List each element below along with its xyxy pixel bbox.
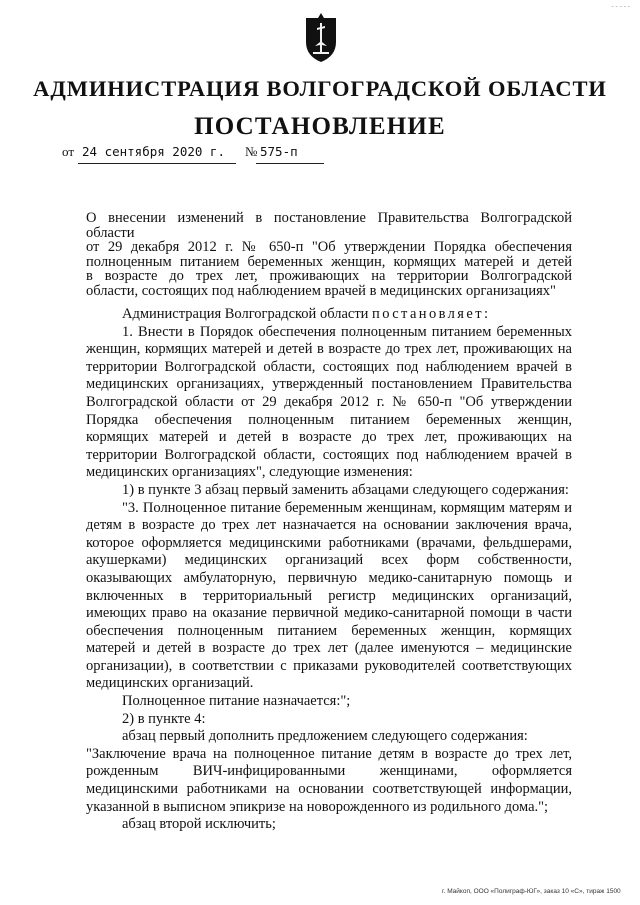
subject-line: от 29 декабря 2012 г. № 650-п "Об утверждении Порядка обеспечения xyxy=(86,239,572,256)
document-date xyxy=(82,144,225,160)
quoted-clause-3-end: Полноценное питание назначается:"; xyxy=(122,693,351,710)
document-number xyxy=(260,144,298,160)
date-underline xyxy=(78,162,236,164)
subitem-2-first-clause: абзац первый дополнить предложением следующего содержания: xyxy=(122,728,528,745)
subject-line: области, состоящих под наблюдением врачей в медицинских организациях" xyxy=(86,282,556,299)
subject-line: полноценным питанием беременных женщин, кормящих матерей и детей xyxy=(86,253,572,270)
number-underline xyxy=(256,162,324,164)
volgograd-coat-of-arms-icon xyxy=(303,12,339,64)
subitem-1-paragraph: 1) в пункте 3 абзац первый заменить абзацами следующего содержания: xyxy=(122,481,569,498)
corner-mark: - - - - - xyxy=(611,2,630,10)
intro-decree: постановляет: xyxy=(372,306,491,322)
item-1-paragraph: 1. Внести в Порядок обеспечения полноценным питанием беременных женщин, кормящих матерей и детей в возрасте до трех лет, проживающих на территории Волгоградской области, состоящих под наблюдением врачей в медицинских организациях, утвержденный постановлением Правительства Волгоградской области от 29 декабря 2012 г. № 650-п "Об утверждении Порядка обеспечения полноценным питанием беременных женщин, кормящих матерей и детей в возрасте до трех лет, проживающих на территории Волгоградской области, состоящих под наблюдением врачей в медицинских организациях", следующие изменения: xyxy=(86,323,572,481)
print-footer: г. Майкоп, ООО «Полиграф-ЮГ», заказ 10 «С», тираж 1500 xyxy=(442,888,621,895)
number-prefix: № xyxy=(245,144,258,159)
intro-prefix: Администрация Волгоградской области xyxy=(122,306,369,322)
subitem-2-second-clause: абзац второй исключить; xyxy=(122,816,276,833)
subitem-2-paragraph: 2) в пункте 4: xyxy=(122,710,206,727)
organization-title: АДМИНИСТРАЦИЯ ВОЛГОГРАДСКОЙ ОБЛАСТИ xyxy=(33,76,607,101)
quoted-clause-3: "3. Полноценное питание беременным женщинам, кормящим матерям и детям в возрасте до трех лет назначается на основании заключения врача, которое оформляется медицинскими работниками (врачами, фельдшерами, акушерками) медицинских организаций всех форм собственности, оказывающих амбулаторную, первичную медико-санитарную помощь и включенных в территориальный регистр медицинских организаций, имеющих право на оказание первичной медико-санитарной помощи в части обеспечения полноценным питанием беременных женщин, кормящих матерей и детей в возрасте до трех лет (далее именуются – медицинские организации), в соответствии с приказами руководителей соответствующих медицинских организаций. xyxy=(86,499,572,692)
subject-line: в возрасте до трех лет, проживающих на территории Волгоградской xyxy=(86,268,572,285)
document-body xyxy=(86,306,572,834)
document-number-value: 575-п xyxy=(260,144,298,159)
subitem-2-quote: "Заключение врача на полноценное питание детям в возрасте до трех лет, рожденным ВИЧ-инфицированными женщинами, оформляется медицинскими работниками на основании соответствующей информации, указанной в выписном эпикризе на новорожденного из родильного дома."; xyxy=(86,745,572,815)
subject-line: О внесении изменений в постановление Правительства Волгоградской области xyxy=(86,210,572,241)
intro-paragraph xyxy=(86,306,572,324)
document-type-title: ПОСТАНОВЛЕНИЕ xyxy=(194,113,446,140)
date-prefix: от xyxy=(62,144,75,159)
document-date-value: 24 сентября 2020 г. xyxy=(82,144,225,159)
document-subject xyxy=(86,211,572,299)
